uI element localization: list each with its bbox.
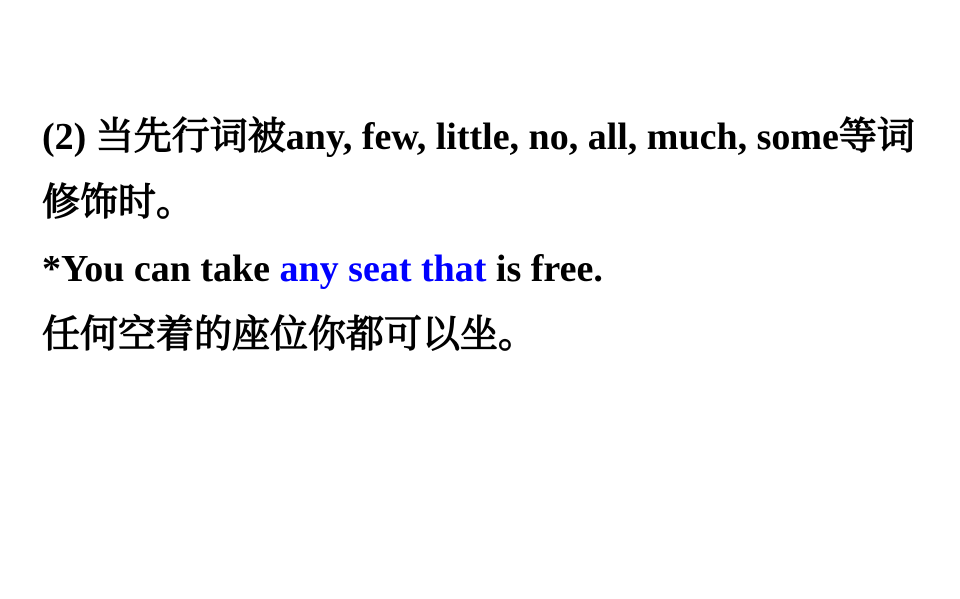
example-sentence-prefix: *You can take <box>42 248 280 290</box>
slide-content <box>42 104 930 368</box>
example-sentence-highlight: any seat that <box>279 248 487 290</box>
example-sentence-suffix: is free. <box>486 248 603 290</box>
translation-text: 任何空着的座位你都可以坐。 <box>42 314 537 356</box>
rule-text-line-1: (2) 当先行词被any, few, little, no, all, much, some等词 <box>42 116 915 158</box>
example-sentence <box>42 236 930 302</box>
rule-text-line-2: 修饰时。 <box>42 182 195 224</box>
